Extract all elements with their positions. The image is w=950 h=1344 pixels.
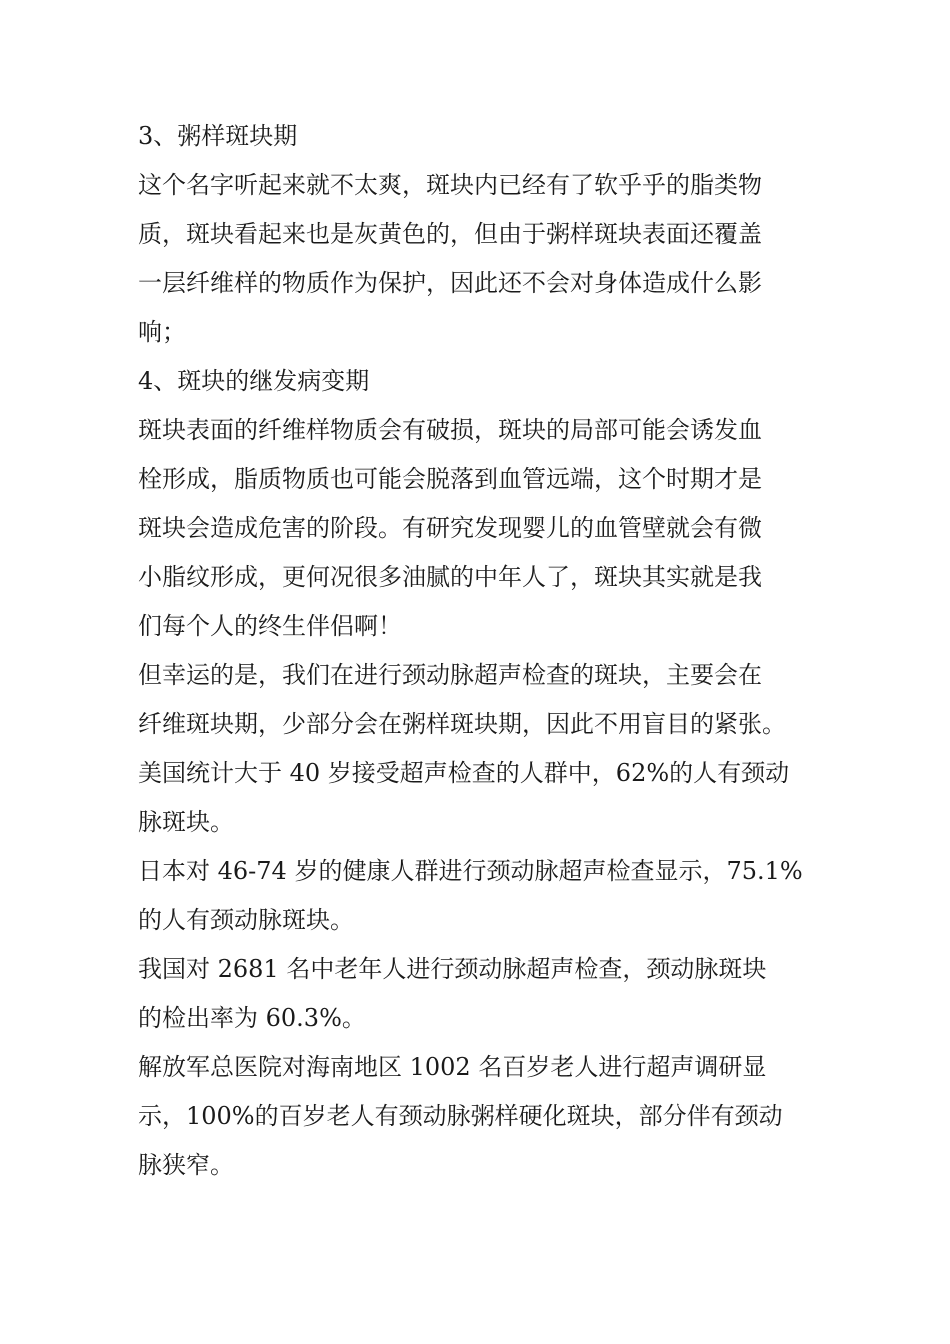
text-line: 质，斑块看起来也是灰黄色的，但由于粥样斑块表面还覆盖	[138, 220, 762, 248]
section-heading-secondary-lesion: 4、斑块的继发病变期	[138, 367, 370, 395]
text-line: 的人有颈动脉斑块。	[138, 906, 354, 934]
text-line: 响；	[138, 318, 186, 346]
text-line: 栓形成，脂质物质也可能会脱落到血管远端，这个时期才是	[138, 465, 762, 493]
text-line: 脉斑块。	[138, 808, 234, 836]
text-line: 我国对 2681 名中老年人进行颈动脉超声检查，颈动脉斑块	[138, 955, 767, 983]
text-line: 这个名字听起来就不太爽，斑块内已经有了软乎乎的脂类物	[138, 171, 762, 199]
text-line: 示，100%的百岁老人有颈动脉粥样硬化斑块，部分伴有颈动	[138, 1102, 783, 1130]
text-line: 纤维斑块期，少部分会在粥样斑块期，因此不用盲目的紧张。	[138, 710, 786, 738]
text-line: 斑块会造成危害的阶段。有研究发现婴儿的血管壁就会有微	[138, 514, 762, 542]
text-line: 解放军总医院对海南地区 1002 名百岁老人进行超声调研显	[138, 1053, 767, 1081]
text-line: 小脂纹形成，更何况很多油腻的中年人了，斑块其实就是我	[138, 563, 762, 591]
section-heading-atheromatous-plaque: 3、粥样斑块期	[138, 122, 298, 150]
text-line: 美国统计大于 40 岁接受超声检查的人群中，62%的人有颈动	[138, 759, 790, 787]
text-line: 脉狭窄。	[138, 1151, 234, 1179]
text-line: 但幸运的是，我们在进行颈动脉超声检查的斑块，主要会在	[138, 661, 762, 689]
text-line: 一层纤维样的物质作为保护，因此还不会对身体造成什么影	[138, 269, 762, 297]
text-line: 们每个人的终生伴侣啊！	[138, 612, 402, 640]
text-line: 斑块表面的纤维样物质会有破损，斑块的局部可能会诱发血	[138, 416, 762, 444]
text-line: 的检出率为 60.3%。	[138, 1004, 366, 1032]
text-line: 日本对 46-74 岁的健康人群进行颈动脉超声检查显示，75.1%	[138, 857, 803, 885]
document-body	[138, 112, 828, 1190]
